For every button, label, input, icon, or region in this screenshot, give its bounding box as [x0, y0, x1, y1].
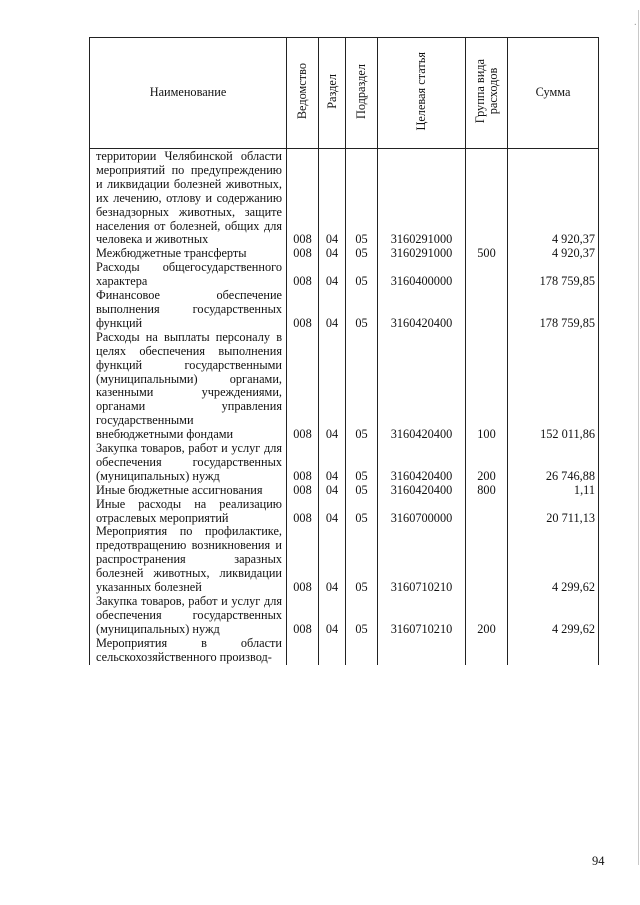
- cell-expense-group: [466, 289, 508, 331]
- cell-name: Финансовое обеспечение выполнения государственных функций: [90, 289, 287, 331]
- cell-target-item: 3160291000: [378, 247, 466, 261]
- header-section: Раздел: [319, 38, 346, 149]
- cell-name: Мероприятия по профилактике, предотвращению возникновения и распространения заразных болезней животных, ликвидации указанных болезней: [90, 525, 287, 595]
- cell-target-item: 3160291000: [378, 149, 466, 248]
- cell-amount: 178 759,85: [508, 289, 599, 331]
- table-row: [90, 442, 599, 484]
- cell-subsection: 05: [346, 149, 378, 248]
- header-amount: Сумма: [508, 38, 599, 149]
- cell-amount: 1,11: [508, 484, 599, 498]
- table-row: [90, 595, 599, 637]
- table-row: [90, 331, 599, 442]
- cell-expense-group: [466, 525, 508, 595]
- scan-mark: ·: [633, 20, 637, 31]
- table-header-row: [90, 38, 599, 149]
- cell-department: 008: [287, 289, 319, 331]
- cell-section: 04: [319, 484, 346, 498]
- cell-name: Межбюджетные трансферты: [90, 247, 287, 261]
- cell-department: 008: [287, 331, 319, 442]
- cell-target-item: 3160700000: [378, 498, 466, 526]
- cell-target-item: 3160710210: [378, 595, 466, 637]
- cell-expense-group: 200: [466, 442, 508, 484]
- cell-subsection: 05: [346, 289, 378, 331]
- cell-target-item: [378, 637, 466, 665]
- cell-section: 04: [319, 595, 346, 637]
- cell-department: 008: [287, 498, 319, 526]
- page-edge: [638, 10, 639, 865]
- cell-amount: 152 011,86: [508, 331, 599, 442]
- cell-name: Закупка товаров, работ и услуг для обеспечения государственных (муниципальных) нужд: [90, 595, 287, 637]
- cell-expense-group: [466, 498, 508, 526]
- cell-department: 008: [287, 442, 319, 484]
- cell-department: 008: [287, 247, 319, 261]
- cell-amount: 4 920,37: [508, 149, 599, 248]
- table-row: [90, 637, 599, 665]
- cell-subsection: 05: [346, 484, 378, 498]
- cell-expense-group: 200: [466, 595, 508, 637]
- cell-expense-group: 100: [466, 331, 508, 442]
- cell-subsection: 05: [346, 595, 378, 637]
- cell-department: 008: [287, 261, 319, 289]
- cell-section: 04: [319, 289, 346, 331]
- cell-section: 04: [319, 261, 346, 289]
- cell-section: 04: [319, 247, 346, 261]
- cell-expense-group: 800: [466, 484, 508, 498]
- table-row: [90, 484, 599, 498]
- cell-section: 04: [319, 331, 346, 442]
- cell-name: Закупка товаров, работ и услуг для обеспечения государственных (муниципальных) нужд: [90, 442, 287, 484]
- cell-target-item: 3160420400: [378, 331, 466, 442]
- table-body: [90, 149, 599, 665]
- cell-section: 04: [319, 149, 346, 248]
- cell-department: [287, 637, 319, 665]
- table-row: [90, 289, 599, 331]
- cell-name: Расходы на выплаты персоналу в целях обеспечения выполнения функций государственными (муниципальными) органами, казенными учреждениями, органами управления государственными внебюджетными фондами: [90, 331, 287, 442]
- cell-amount: 26 746,88: [508, 442, 599, 484]
- cell-section: 04: [319, 442, 346, 484]
- cell-target-item: 3160400000: [378, 261, 466, 289]
- page-number: 94: [592, 854, 605, 868]
- cell-expense-group: [466, 261, 508, 289]
- cell-name: Иные расходы на реализацию отраслевых мероприятий: [90, 498, 287, 526]
- table-row: [90, 149, 599, 248]
- cell-section: 04: [319, 498, 346, 526]
- header-name: Наименование: [90, 38, 287, 149]
- cell-name: Иные бюджетные ассигнования: [90, 484, 287, 498]
- cell-section: 04: [319, 525, 346, 595]
- table-row: [90, 247, 599, 261]
- cell-target-item: 3160420400: [378, 289, 466, 331]
- header-subsection: Подраздел: [346, 38, 378, 149]
- cell-name: территории Челябинской области мероприятий по предупреждению и ликвидации болезней животных, их лечению, отлову и содержанию безнадзорных животных, защите населения от болезней, общих для человека и животных: [90, 149, 287, 248]
- cell-subsection: 05: [346, 525, 378, 595]
- cell-department: 008: [287, 149, 319, 248]
- cell-amount: 4 299,62: [508, 595, 599, 637]
- cell-name: Мероприятия в области сельскохозяйственного производ-: [90, 637, 287, 665]
- cell-subsection: 05: [346, 247, 378, 261]
- cell-target-item: 3160420400: [378, 484, 466, 498]
- header-expense-group: Группа вида расходов: [466, 38, 508, 149]
- cell-subsection: 05: [346, 261, 378, 289]
- cell-subsection: 05: [346, 498, 378, 526]
- cell-amount: 4 299,62: [508, 525, 599, 595]
- table-row: [90, 525, 599, 595]
- table-row: [90, 261, 599, 289]
- table-row: [90, 498, 599, 526]
- cell-section: [319, 637, 346, 665]
- cell-amount: 178 759,85: [508, 261, 599, 289]
- cell-expense-group: 500: [466, 247, 508, 261]
- cell-department: 008: [287, 484, 319, 498]
- cell-subsection: [346, 637, 378, 665]
- cell-subsection: 05: [346, 442, 378, 484]
- cell-target-item: 3160420400: [378, 442, 466, 484]
- cell-expense-group: [466, 149, 508, 248]
- cell-target-item: 3160710210: [378, 525, 466, 595]
- cell-amount: 4 920,37: [508, 247, 599, 261]
- cell-amount: [508, 637, 599, 665]
- cell-subsection: 05: [346, 331, 378, 442]
- header-department: Ведомство: [287, 38, 319, 149]
- cell-department: 008: [287, 595, 319, 637]
- header-target-item: Целевая статья: [378, 38, 466, 149]
- cell-department: 008: [287, 525, 319, 595]
- cell-name: Расходы общегосударственного характера: [90, 261, 287, 289]
- cell-expense-group: [466, 637, 508, 665]
- cell-amount: 20 711,13: [508, 498, 599, 526]
- budget-table: [89, 37, 599, 665]
